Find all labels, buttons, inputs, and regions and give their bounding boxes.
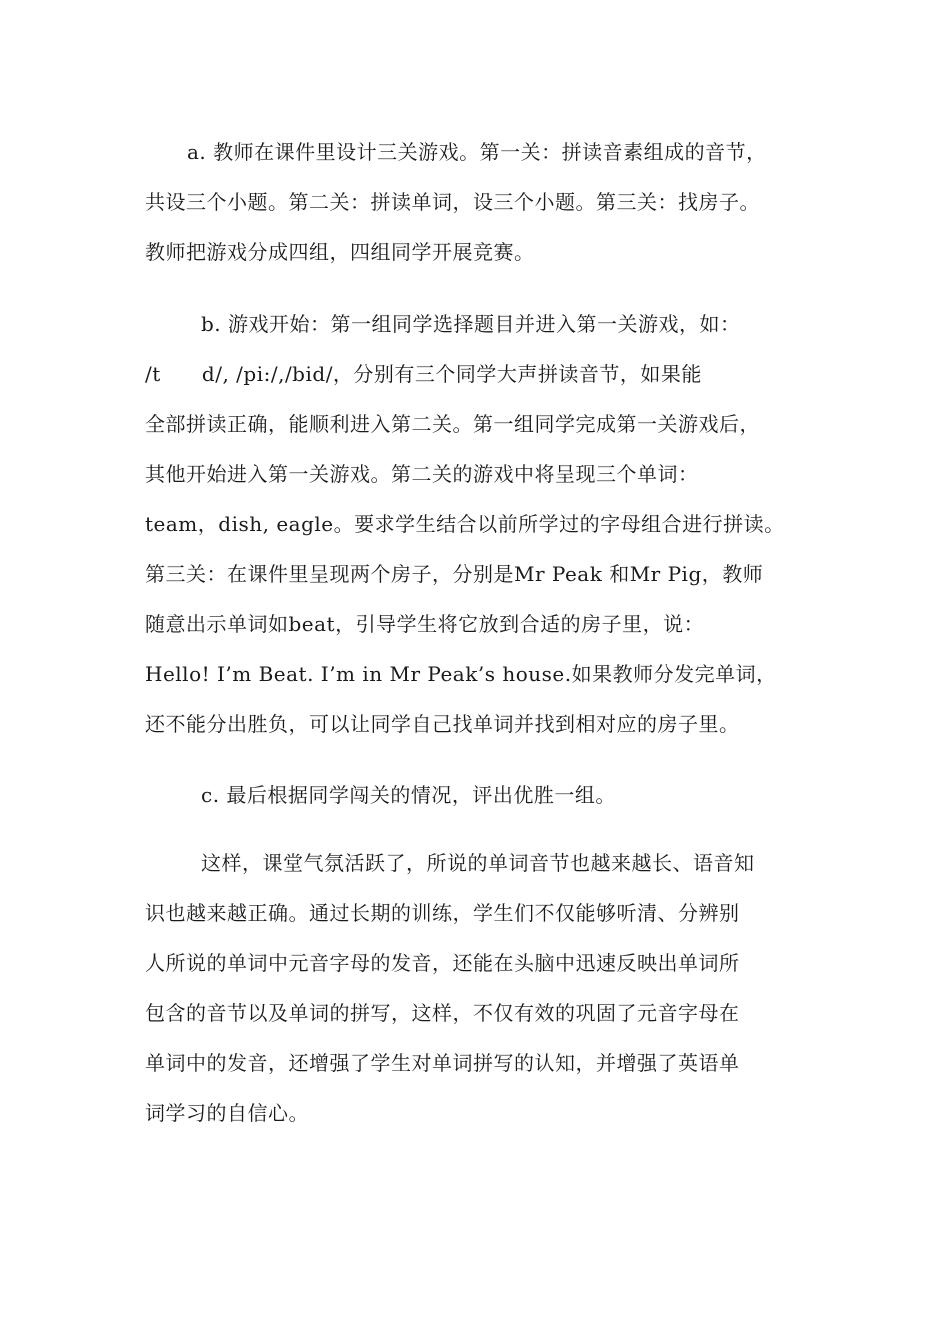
paragraph-c: [145, 770, 825, 820]
text-line: 还不能分出胜负，可以让同学自己找单词并找到相对应的房子里。: [145, 712, 740, 736]
text-line: a. 教师在课件里设计三关游戏。第一关：拼读音素组成的音节，: [187, 140, 767, 164]
text-line: b. 游戏开始：第一组同学选择题目并进入第一关游戏，如：: [201, 312, 741, 336]
text-line: 词学习的自信心。: [145, 1101, 309, 1125]
text-line: 教师把游戏分成四组，四组同学开展竞赛。: [145, 240, 535, 264]
text-line: 包含的音节以及单词的拼写，这样，不仅有效的巩固了元音字母在: [145, 1001, 740, 1025]
paragraph-b: [145, 299, 825, 749]
paragraph-a: [145, 127, 825, 277]
text-line: 其他开始进入第一关游戏。第二关的游戏中将呈现三个单词：: [145, 462, 699, 486]
text-line: 人所说的单词中元音字母的发音，还能在头脑中迅速反映出单词所: [145, 951, 740, 975]
text-line: 共设三个小题。第二关：拼读单词，设三个小题。第三关：找房子。: [145, 190, 760, 214]
text-line: /t d/, /pi:/,/bid/，分别有三个同学大声拼读音节，如果能: [145, 362, 702, 386]
text-line: Hello! I’m Beat. I’m in Mr Peak’s house.如果教师分发完单词，: [145, 662, 777, 686]
text-line: team，dish, eagle。要求学生结合以前所学过的字母组合进行拼读。: [145, 512, 785, 536]
text-line: 第三关：在课件里呈现两个房子，分别是Mr Peak 和Mr Pig，教师: [145, 562, 764, 586]
text-line: 随意出示单词如beat，引导学生将它放到合适的房子里，说：: [145, 612, 705, 636]
paragraph-d: [145, 838, 825, 1138]
text-line: 单词中的发音，还增强了学生对单词拼写的认知，并增强了英语单: [145, 1051, 740, 1075]
text-line: 这样，课堂气氛活跃了，所说的单词音节也越来越长、语音知: [201, 851, 755, 875]
text-line: c. 最后根据同学闯关的情况，评出优胜一组。: [201, 783, 616, 807]
text-line: 识也越来越正确。通过长期的训练，学生们不仅能够听清、分辨别: [145, 901, 740, 925]
text-line: 全部拼读正确，能顺利进入第二关。第一组同学完成第一关游戏后，: [145, 412, 760, 436]
